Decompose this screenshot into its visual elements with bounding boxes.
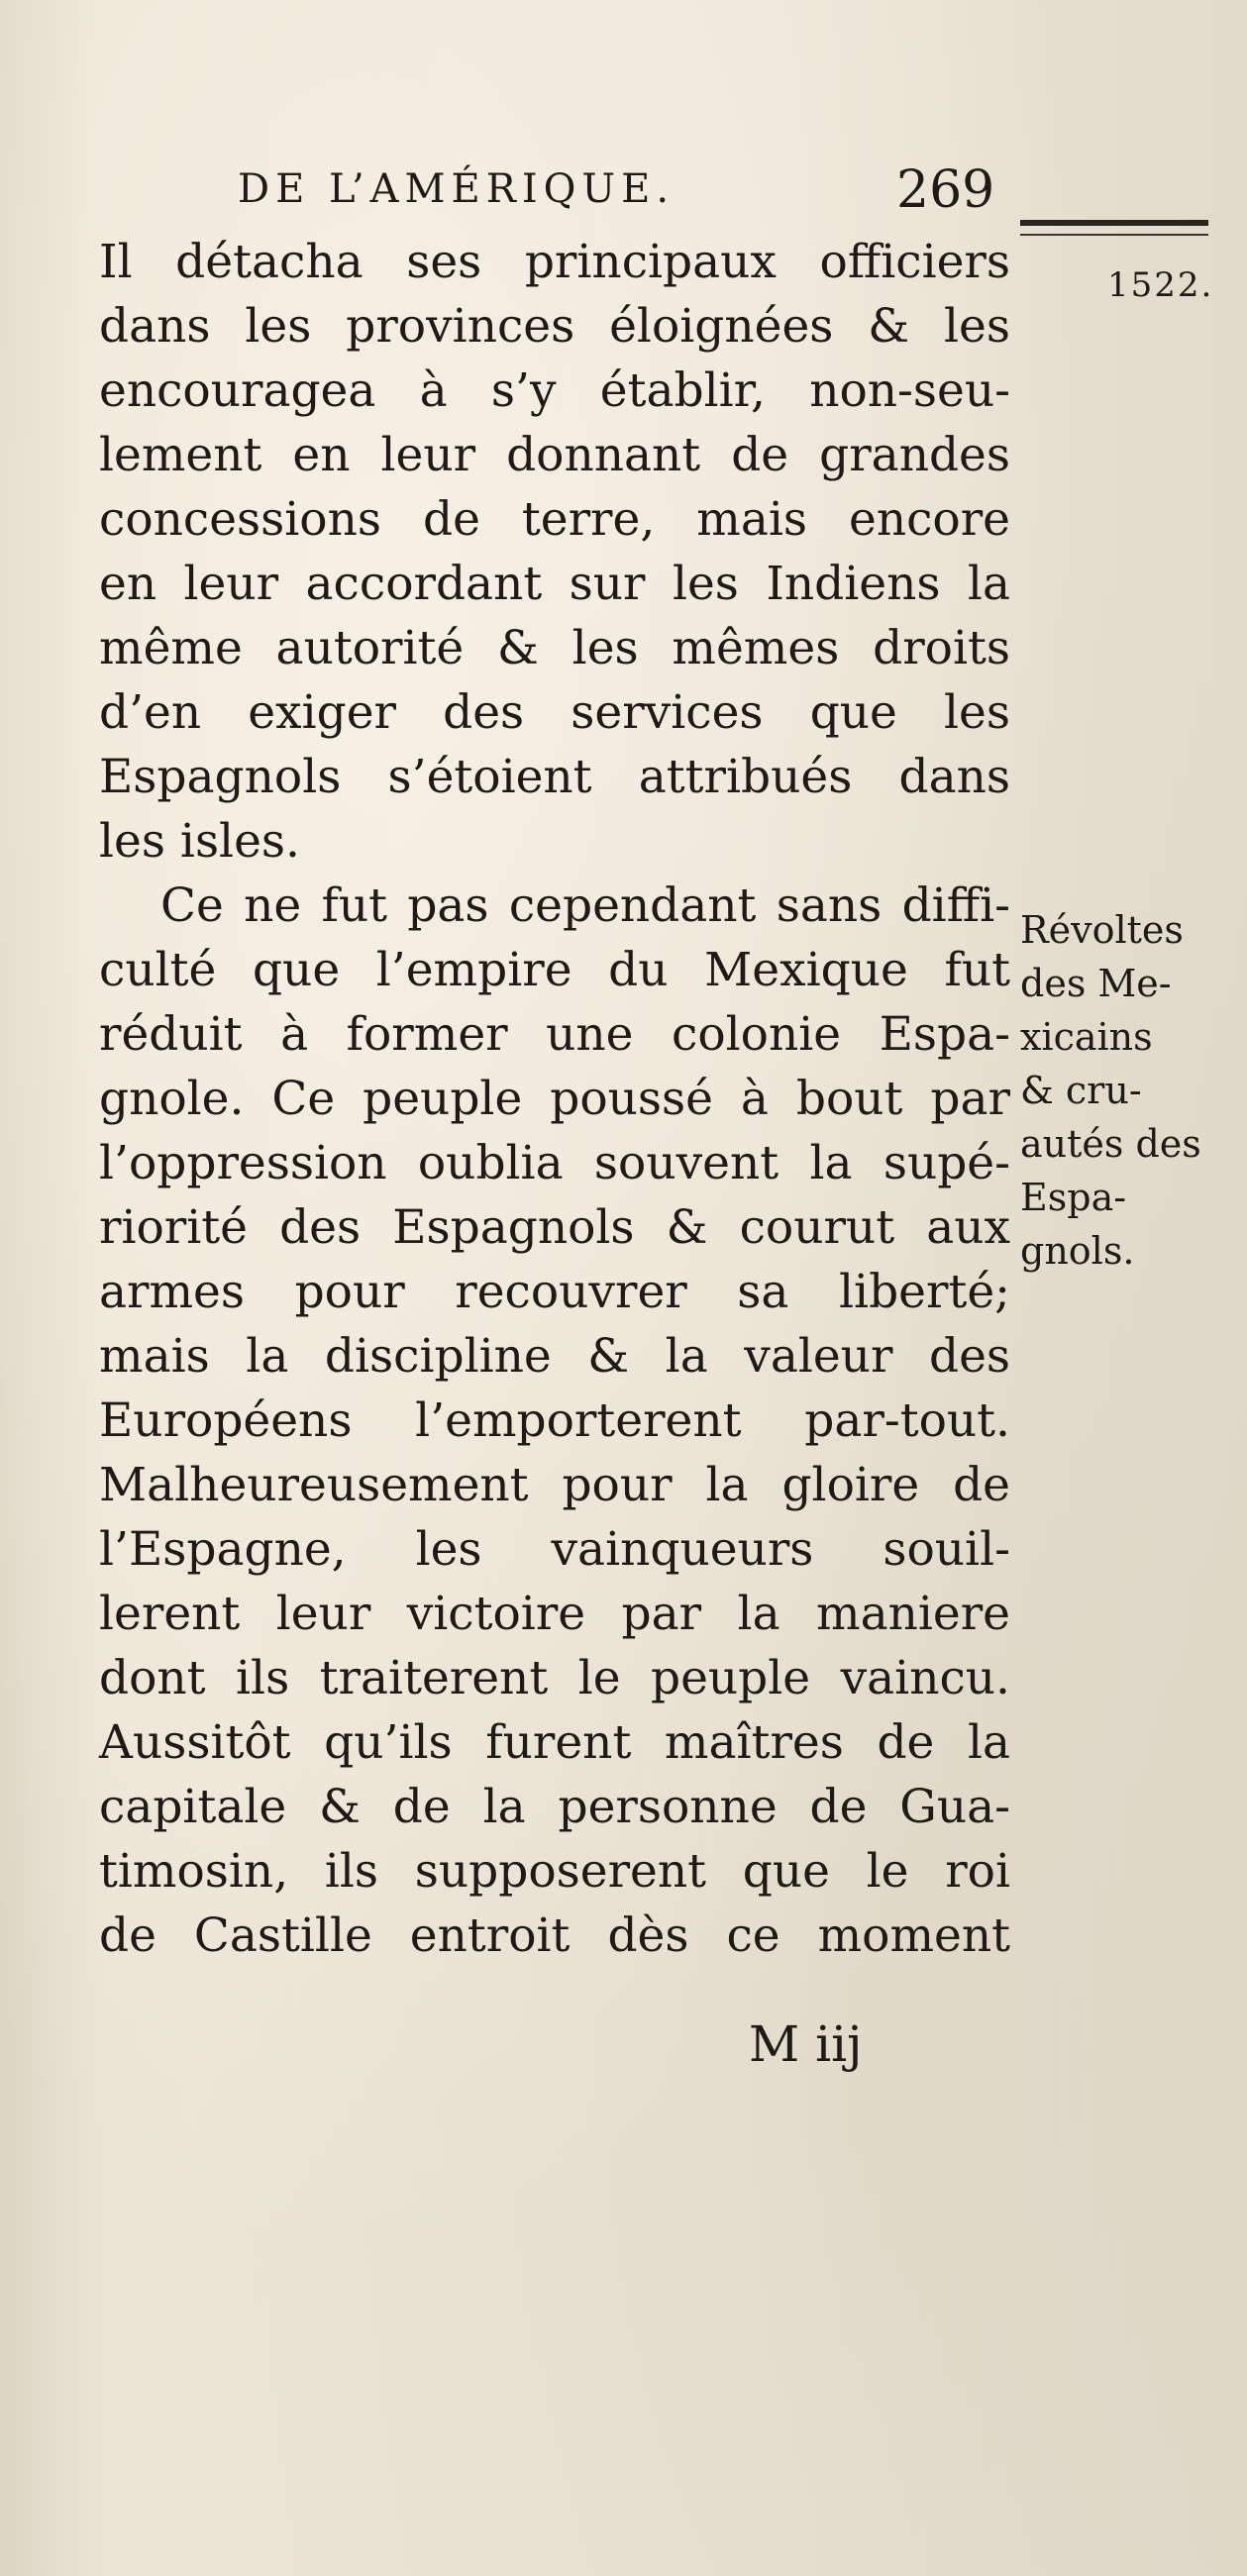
text-line: Aussitôt qu’ils furent maîtres de la — [99, 1715, 1010, 1770]
text-line: même autorité & les mêmes droits — [99, 621, 1010, 675]
sidenote-line: Révoltes — [1020, 908, 1184, 952]
paragraph-2 — [99, 874, 1010, 1968]
text-line: dans les provinces éloignées & les — [99, 299, 1010, 354]
sidenote-line: Espa- — [1020, 1176, 1127, 1219]
text-line: Européens l’emporterent par-tout. — [99, 1393, 1010, 1448]
text-line: gnole. Ce peuple poussé à bout par — [99, 1072, 1010, 1126]
page-number: 269 — [896, 160, 995, 220]
sidenote-line: xicains — [1020, 1015, 1153, 1059]
sidenote-line: des Me- — [1020, 962, 1172, 1005]
text-line: Il détacha ses principaux officiers — [99, 235, 1010, 289]
sidenote-line: & cru- — [1020, 1069, 1142, 1112]
text-line: les isles. — [99, 814, 300, 869]
text-line: riorité des Espagnols & courut aux — [99, 1200, 1010, 1255]
text-line: lement en leur donnant de grandes — [99, 428, 1010, 482]
text-line: d’en exiger des services que les — [99, 685, 1010, 740]
text-line: Ce ne fut pas cependant sans diffi- — [160, 878, 1010, 933]
running-title: DE L’AMÉRIQUE. — [238, 166, 675, 212]
text-line: en leur accordant sur les Indiens la — [99, 557, 1010, 611]
text-line: concessions de terre, mais encore — [99, 492, 1010, 547]
running-head — [238, 160, 1010, 226]
text-line: Espagnols s’étoient attribués dans — [99, 750, 1010, 804]
text-line: réduit à former une colonie Espa- — [99, 1007, 1010, 1062]
text-line: de Castille entroit dès ce moment — [99, 1908, 1010, 1963]
header-rule-thick — [1020, 220, 1208, 226]
text-line: l’oppression oublia souvent la supé- — [99, 1136, 1010, 1190]
text-line: mais la discipline & la valeur des — [99, 1329, 1010, 1384]
text-line: encouragea à s’y établir, non-seu- — [99, 363, 1010, 418]
text-line: dont ils traiterent le peuple vaincu. — [99, 1651, 1010, 1705]
margin-sidenote — [1020, 903, 1238, 1278]
sidenote-line: autés des — [1020, 1122, 1201, 1166]
header-rule-thin — [1020, 234, 1208, 236]
paragraph-1 — [99, 230, 1010, 874]
text-line: lerent leur victoire par la maniere — [99, 1587, 1010, 1641]
text-line: culté que l’empire du Mexique fut — [99, 943, 1010, 997]
text-line: capitale & de la personne de Gua- — [99, 1780, 1010, 1834]
body-text — [99, 230, 1010, 1968]
margin-year: 1522. — [1107, 265, 1214, 305]
text-line: l’Espagne, les vainqueurs souil- — [99, 1522, 1010, 1577]
signature-mark: M iij — [749, 2015, 863, 2073]
text-line: timosin, ils supposerent que le roi — [99, 1844, 1010, 1899]
text-line: armes pour recouvrer sa liberté; — [99, 1265, 1010, 1319]
text-line: Malheureusement pour la gloire de — [99, 1458, 1010, 1512]
sidenote-line: gnols. — [1020, 1229, 1135, 1273]
